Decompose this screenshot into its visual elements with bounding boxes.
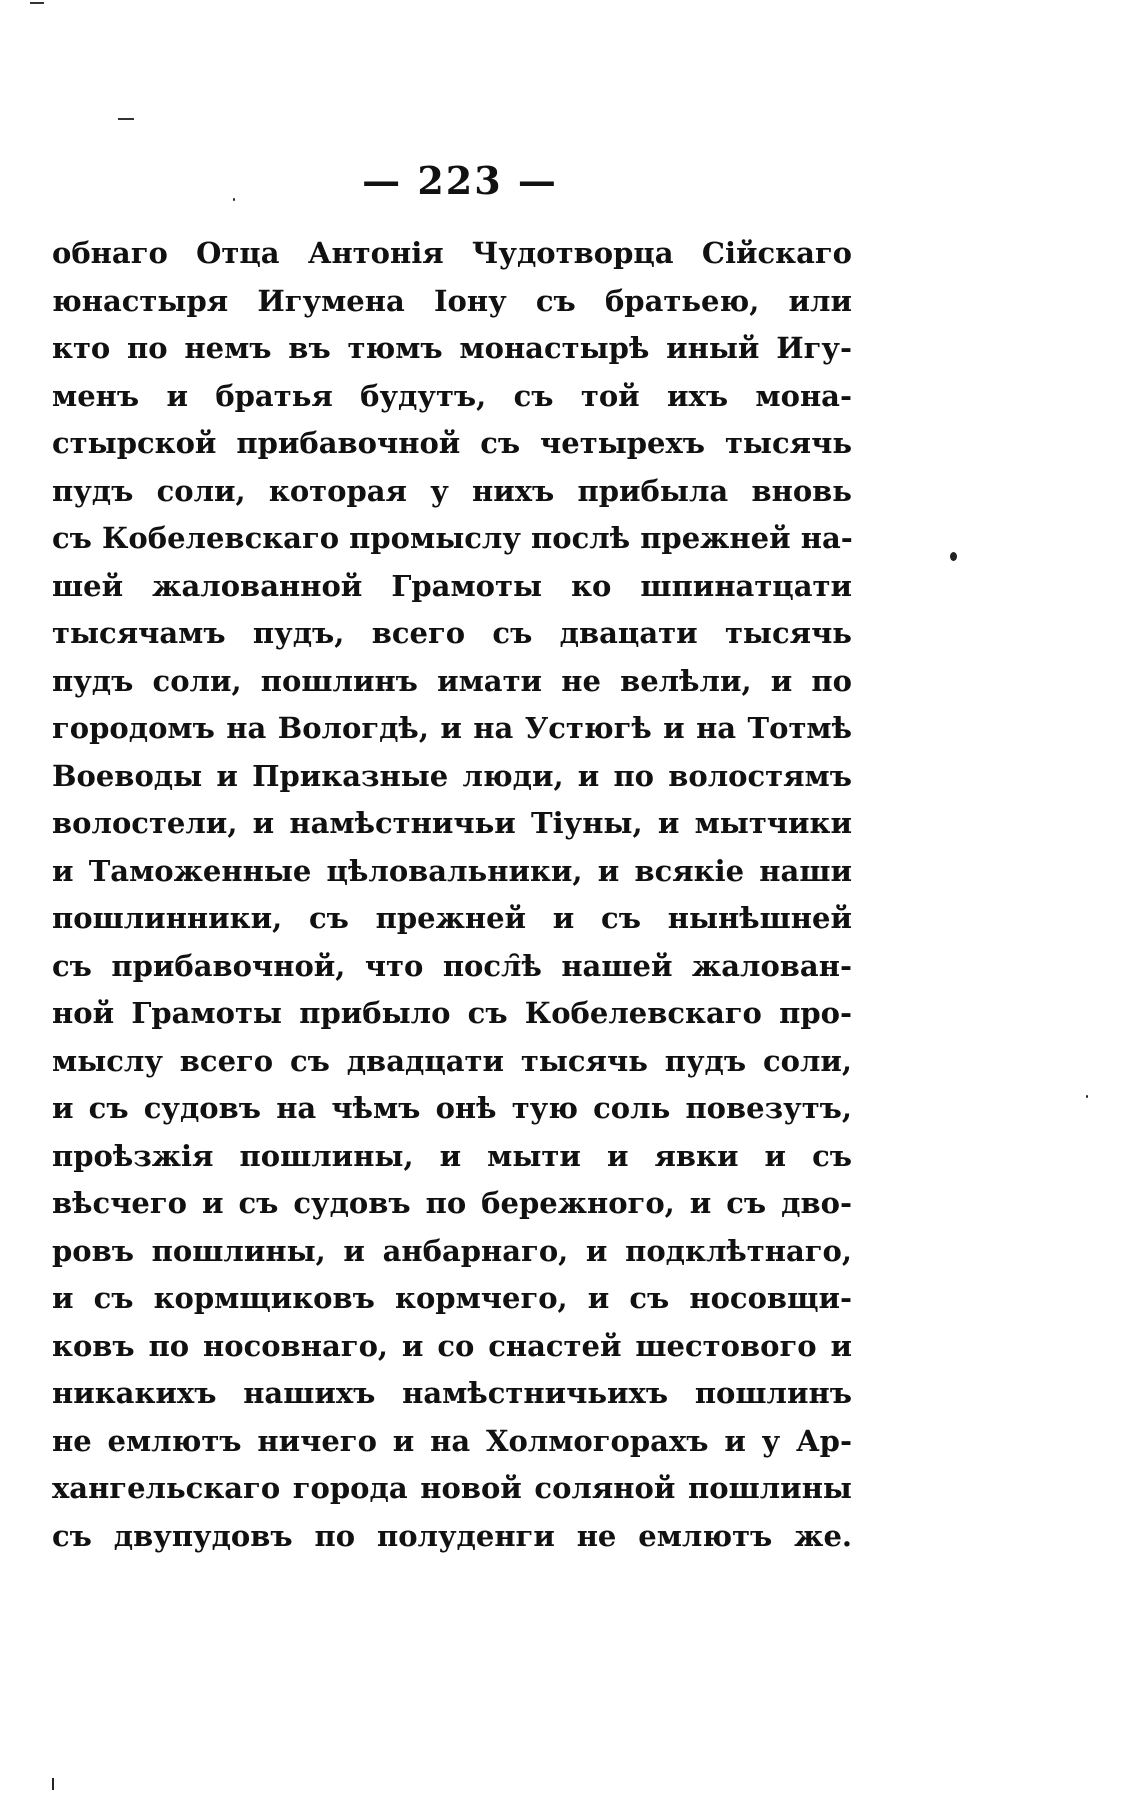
text-line: кто по немъ въ тюмъ монастырѣ иный Игу- xyxy=(52,331,852,365)
text-line: городомъ на Вологдѣ, и на Устюгѣ и на Тотмѣ xyxy=(52,711,852,745)
text-line: проѣзжія пошлины, и мыти и явки и съ xyxy=(52,1138,852,1173)
text-line: не емлютъ ничего и на Холмогорахъ и у Ар- xyxy=(52,1423,852,1458)
text-line: пошлинники, съ прежней и съ нынѣшней xyxy=(52,901,852,935)
text-line: съ двупудовъ по полуденги не емлютъ же. xyxy=(52,1518,852,1553)
text-line: вѣсчего и съ судовъ по бережного, и съ дво- xyxy=(52,1186,852,1220)
text-line: пудъ соли, которая у нихъ прибыла вновь xyxy=(52,473,852,508)
text-line: менъ и братья будутъ, съ той ихъ мона- xyxy=(52,378,852,413)
page-number: — 223 — xyxy=(362,158,558,203)
text-line: Воеводы и Приказные люди, и по волостямъ xyxy=(52,758,852,793)
text-line: обнаго Отца Антонія Чудотворца Сійскаго xyxy=(52,236,852,270)
text-line: мыслу всего съ двадцати тысячь пудъ соли, xyxy=(52,1043,852,1078)
text-line: никакихъ нашихъ намѣстничьихъ пошлинъ xyxy=(52,1376,852,1410)
text-line: и съ судовъ на чѣмъ онѣ тую соль повезутъ, xyxy=(52,1091,852,1125)
text-line: тысячамъ пудъ, всего съ двацати тысячь xyxy=(52,616,852,650)
text-line: съ Кобелевскаго промыслу послѣ прежней на- xyxy=(52,521,853,555)
text-line: ной Грамоты прибыло съ Кобелевскаго про- xyxy=(52,996,852,1030)
text-line: ровъ пошлины, и анбарнаго, и подклѣтнаго, xyxy=(52,1233,852,1268)
ink-speck xyxy=(1086,1095,1088,1098)
text-line: пудъ соли, пошлинъ имати не велѣли, и по xyxy=(52,663,852,698)
ink-speck xyxy=(950,552,957,561)
text-line: и Таможенные цѣловальники, и всякіе наши xyxy=(52,853,852,888)
ink-speck xyxy=(52,1778,54,1790)
text-line: хангельскаго города новой соляной пошлины xyxy=(52,1471,852,1505)
text-line: съ прибавочной, что посл̑ѣ нашей жалован- xyxy=(52,948,852,983)
text-line: стырской прибавочной съ четырехъ тысячь xyxy=(52,426,852,460)
text-line: юнастыря Игумена Іону съ братьею, или xyxy=(52,283,852,318)
text-line: шей жалованной Грамоты ко шпинатцати xyxy=(52,568,852,603)
top-edge-mark xyxy=(30,2,44,4)
text-line: волостели, и намѣстничьи Тіуны, и мытчики xyxy=(52,806,852,840)
header-dash-mark xyxy=(118,118,134,120)
text-line: ковъ по носовнаго, и со снастей шестового и xyxy=(52,1328,852,1363)
ink-speck xyxy=(233,198,235,201)
text-line: и съ кормщиковъ кормчего, и съ носовщи- xyxy=(52,1281,852,1315)
body-text xyxy=(52,230,852,1560)
